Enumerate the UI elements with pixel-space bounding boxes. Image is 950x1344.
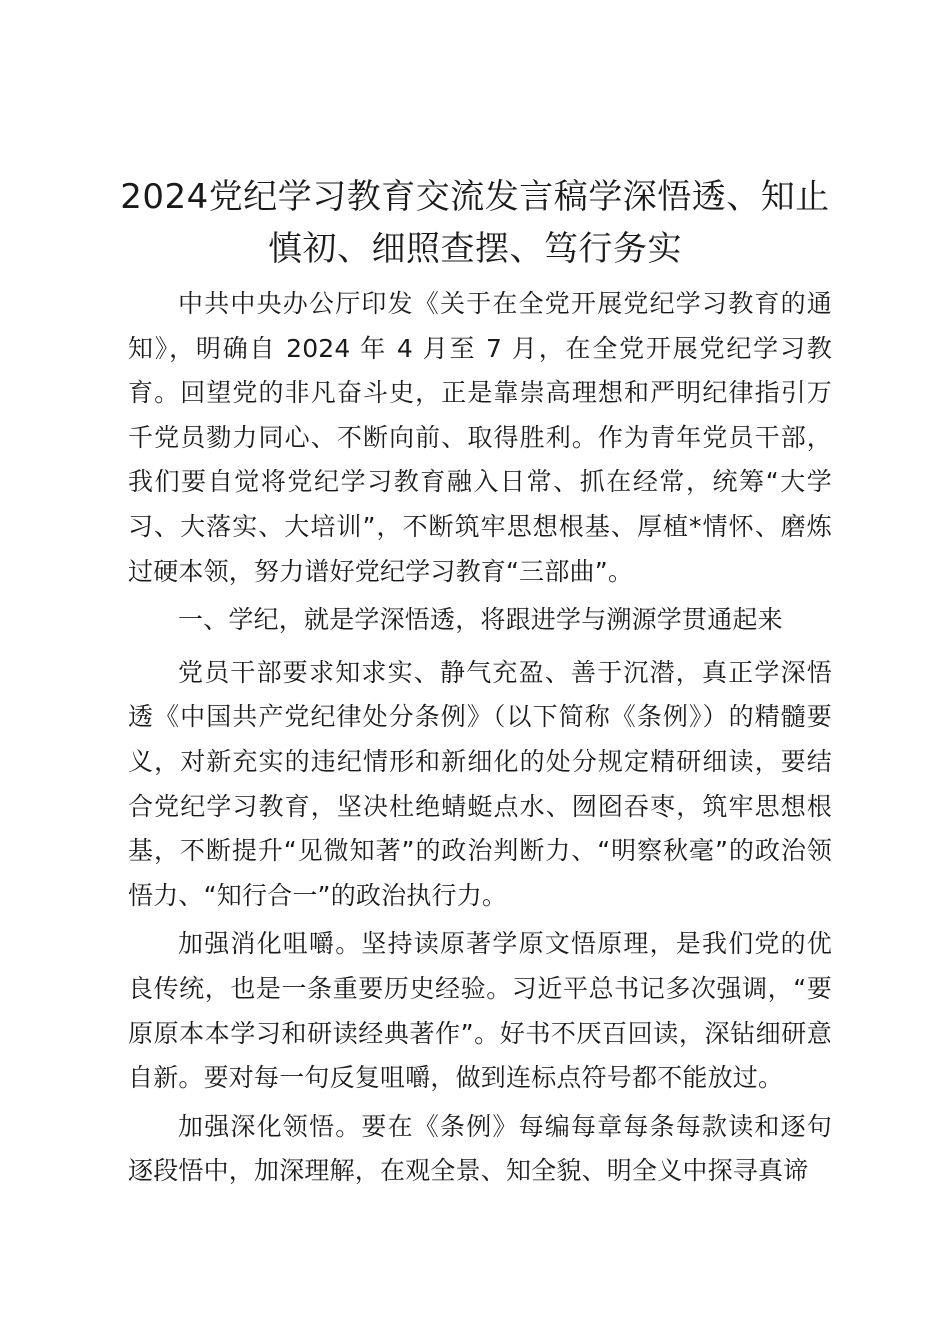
body-paragraph: 加强深化领悟。要在《条例》每编每章每条每款读和逐句逐段悟中，加深理解，在观全景、知全貌、明全义中探寻真谛 [128, 1111, 832, 1186]
section-heading: 一、学纪，就是学深悟透，将跟进学与溯源学贯通起来 [178, 605, 783, 635]
document-body [128, 282, 832, 1198]
body-paragraph: 党员干部要求知求实、静气充盈、善于沉潜，真正学深悟透《中国共产党纪律处分条例》（以下简称《条例》）的精髓要义，对新充实的违纪情形和新细化的处分规定精研细读，要结合党纪学习教育，坚决杜绝蜻蜓点水、囫囵吞枣，筑牢思想根基，不断提升“见微知著”的政治判断力、“明察秋毫”的政治领悟力、“知行合一”的政治执行力。 [128, 657, 832, 910]
document-title: 2024党纪学习教育交流发言稿学深悟透、知止慎初、细照查摆、笃行务实 [120, 177, 830, 269]
body-paragraph: 中共中央办公厅印发《关于在全党开展党纪学习教育的通知》，明确自 2024 年 4 月至 7 月，在全党开展党纪学习教育。回望党的非凡奋斗史，正是靠崇高理想和严明纪律指引万千党员勠力同心、不断向前、取得胜利。作为青年党员干部，我们要自觉将党纪学习教育融入日常、抓在经常，统筹“大学习、大落实、大培训”，不断筑牢思想根基、厚植*情怀、磨炼过硬本领，努力谱好党纪学习教育“三部曲”。 [128, 289, 832, 586]
body-paragraph: 加强消化咀嚼。坚持读原著学原文悟原理，是我们党的优良传统，也是一条重要历史经验。习近平总书记多次强调，“要原原本本学习和研读经典著作”。好书不厌百回读，深钻细研意自新。要对每一句反复咀嚼，做到连标点符号都不能放过。 [128, 929, 832, 1093]
